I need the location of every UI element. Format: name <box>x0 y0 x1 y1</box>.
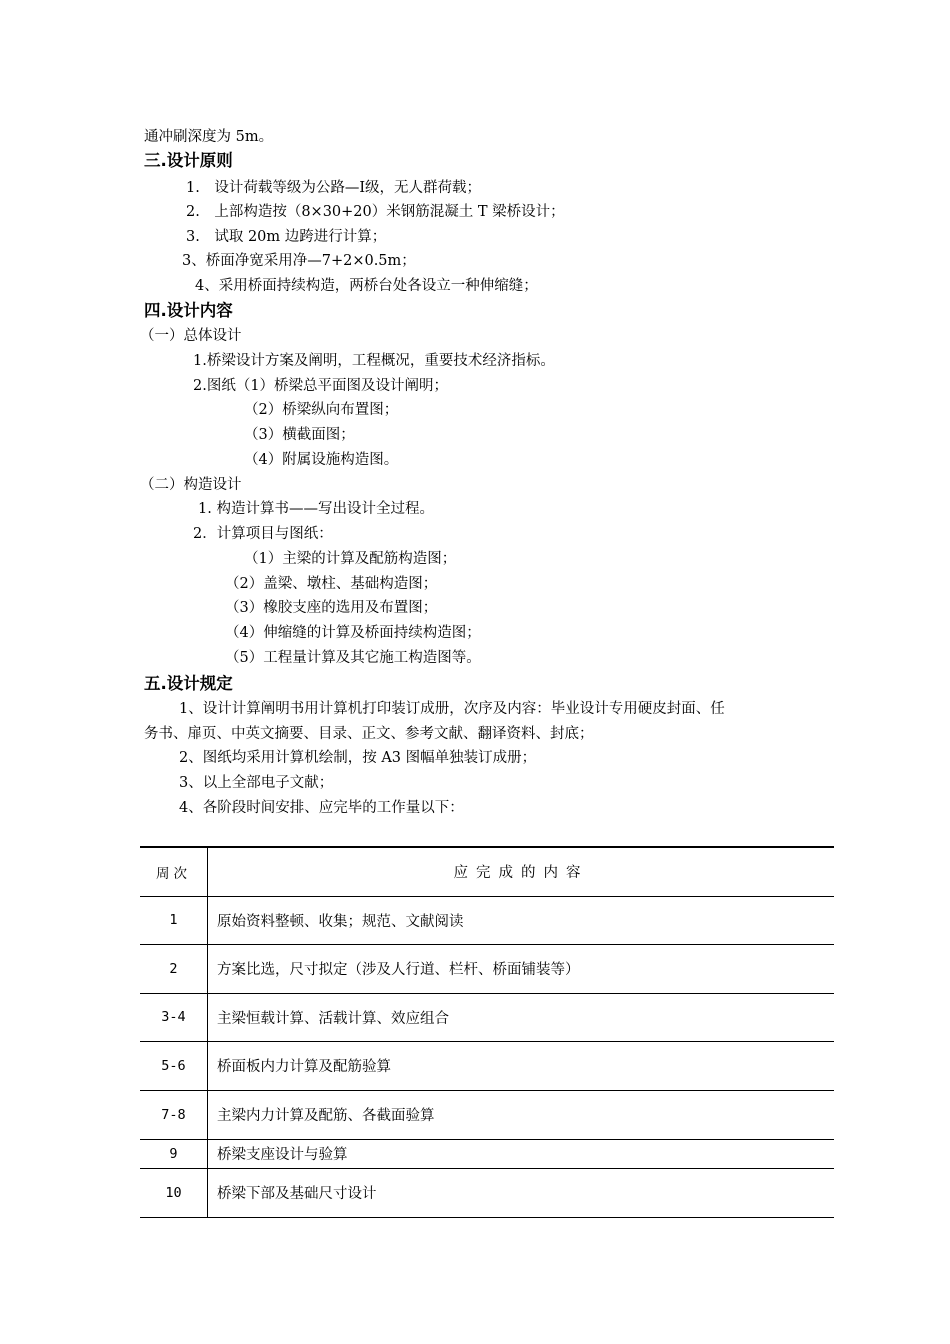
content-cell: 桥梁下部及基础尺寸设计 <box>208 1168 835 1217</box>
week-cell: 5-6 <box>140 1041 208 1090</box>
week-cell: 10 <box>140 1168 208 1217</box>
s4-part2-line-6: （4）伸缩缝的计算及桥面持续构造图； <box>225 625 481 641</box>
content-cell: 方案比选，尺寸拟定（涉及人行道、栏杆、桥面铺装等） <box>208 944 835 993</box>
s4-part2-line-2: 2．计算项目与图纸： <box>193 526 333 542</box>
week-cell: 2 <box>140 944 208 993</box>
table-row <box>140 896 834 944</box>
s4-part1-line-3: （2）桥梁纵向布置图； <box>244 402 399 418</box>
s4-part2-line-3: （1）主梁的计算及配筋构造图； <box>244 551 457 567</box>
s3-item-4: 3、桥面净宽采用净—7+2×0.5m； <box>182 253 416 269</box>
s5-paragraph-4: 4、各阶段时间安排、应完毕的工作量以下： <box>179 800 464 816</box>
s4-part1-line-4: （3）横截面图； <box>244 427 355 443</box>
section-3-title: 三.设计原则 <box>144 151 233 170</box>
header-content: 应完成的内容 <box>208 847 835 896</box>
content-cell: 原始资料整顿、收集；规范、文献阅读 <box>208 896 835 944</box>
s3-item-3: 3. 试取 20m 边跨进行计算； <box>186 229 387 245</box>
schedule-table <box>140 846 834 1218</box>
s3-item-5: 4、采用桥面持续构造，两桥台处各设立一种伸缩缝； <box>195 278 538 294</box>
content-cell: 桥梁支座设计与验算 <box>208 1139 835 1168</box>
s4-part2-line-4: （2）盖梁、墩柱、基础构造图； <box>225 576 438 592</box>
table-row <box>140 993 834 1041</box>
week-cell: 3-4 <box>140 993 208 1041</box>
table-row <box>140 1090 834 1139</box>
s4-part1-title: （一）总体设计 <box>140 328 242 344</box>
s4-part2-line-1: 1. 构造计算书——写出设计全过程。 <box>198 501 434 517</box>
week-cell: 1 <box>140 896 208 944</box>
s3-item-1: 1. 设计荷载等级为公路—Ⅰ级，无人群荷载； <box>186 180 482 196</box>
s4-part1-line-1: 1.桥梁设计方案及阐明，工程概况，重要技术经济指标。 <box>193 353 555 369</box>
content-cell: 主梁恒载计算、活载计算、效应组合 <box>208 993 835 1041</box>
s4-part1-line-2: 2.图纸（1）桥梁总平面图及设计阐明； <box>193 378 449 394</box>
section-5-title: 五.设计规定 <box>144 674 233 693</box>
table-row <box>140 1139 834 1168</box>
s5-paragraph-1a: 1、设计计算阐明书用计算机打印装订成册，次序及内容：毕业设计专用硬皮封面、任 <box>179 701 725 717</box>
content-cell: 主梁内力计算及配筋、各截面验算 <box>208 1090 835 1139</box>
s5-paragraph-1b: 务书、扉页、中英文摘要、目录、正文、参考文献、翻译资料、封底； <box>144 726 594 742</box>
intro-line: 通冲刷深度为 5m。 <box>144 129 274 145</box>
s4-part2-title: （二）构造设计 <box>140 477 242 493</box>
week-cell: 9 <box>140 1139 208 1168</box>
content-cell: 桥面板内力计算及配筋验算 <box>208 1041 835 1090</box>
table-row <box>140 1041 834 1090</box>
s4-part2-line-7: （5）工程量计算及其它施工构造图等。 <box>225 650 481 666</box>
week-cell: 7-8 <box>140 1090 208 1139</box>
table-row <box>140 944 834 993</box>
s3-item-2: 2. 上部构造按（8×30+20）米钢筋混凝土 T 梁桥设计； <box>186 204 565 220</box>
s5-paragraph-2: 2、图纸均采用计算机绘制，按 A3 图幅单独装订成册； <box>179 750 537 766</box>
s4-part2-line-5: （3）橡胶支座的选用及布置图； <box>225 600 438 616</box>
header-week: 周次 <box>140 847 208 896</box>
s4-part1-line-5: （4）附属设施构造图。 <box>244 452 399 468</box>
s5-paragraph-3: 3、以上全部电子文献； <box>179 775 334 791</box>
table-header-row <box>140 847 834 896</box>
section-4-title: 四.设计内容 <box>144 301 233 320</box>
table-row <box>140 1168 834 1217</box>
